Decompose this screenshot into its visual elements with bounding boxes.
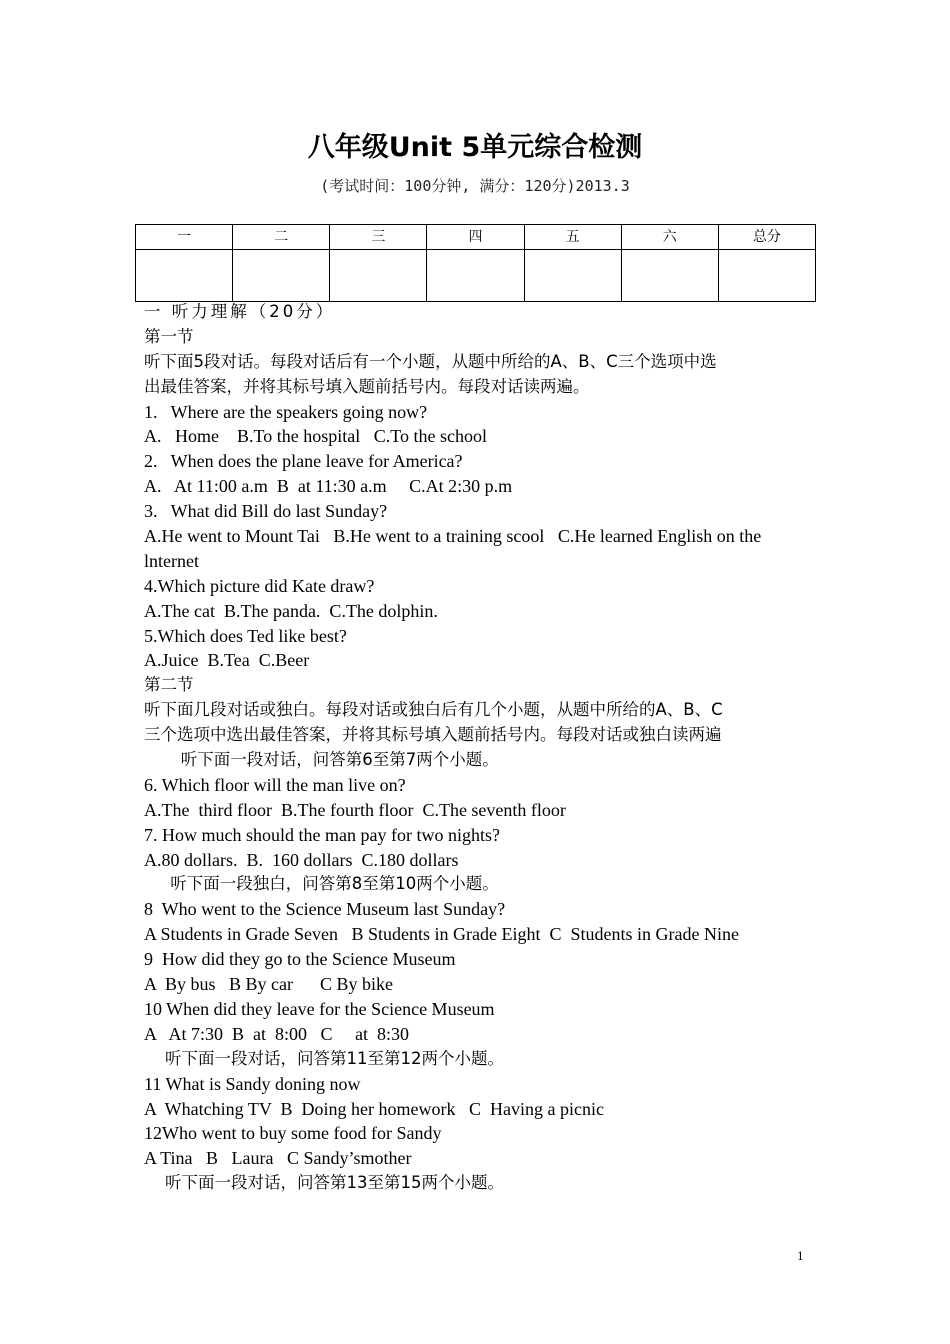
question-line: 7. How much should the man pay for two nights?	[144, 824, 500, 845]
score-header-4: 四	[427, 225, 524, 250]
score-cell	[233, 250, 330, 302]
question-line: 3. What did Bill do last Sunday?	[144, 501, 388, 522]
score-table	[135, 224, 816, 302]
text-line: 听下面一段对话，问答第13至第15两个小题。	[144, 1173, 504, 1193]
question-line: 4.Which picture did Kate draw?	[144, 575, 375, 596]
text-line: 第一节	[144, 326, 194, 346]
question-line: 9 How did they go to the Science Museum	[144, 949, 456, 970]
options-line: A.The third floor B.The fourth floor C.The seventh floor	[144, 799, 566, 820]
options-line: lnternet	[144, 550, 199, 571]
score-table-blank-row	[136, 250, 816, 302]
text-line: 出最佳答案，并将其标号填入题前括号内。每段对话读两遍。	[144, 376, 590, 396]
question-line: 11 What is Sandy doning now	[144, 1073, 361, 1094]
options-line: A.The cat B.The panda. C.The dolphin.	[144, 600, 438, 621]
exam-title: 八年级Unit 5单元综合检测	[307, 132, 643, 163]
options-line: A By bus B By car C By bike	[144, 974, 394, 995]
text-line: 听下面一段对话，问答第6至第7两个小题。	[144, 750, 499, 770]
options-line: A. At 11:00 a.m B at 11:30 a.m C.At 2:30 p.m	[144, 476, 513, 497]
question-line: 5.Which does Ted like best?	[144, 625, 347, 646]
text-line: 三个选项中选出最佳答案，并将其标号填入题前括号内。每段对话或独白读两遍	[144, 725, 722, 745]
exam-body	[144, 300, 814, 1196]
question-line: 1. Where are the speakers going now?	[144, 401, 428, 422]
score-header-1: 一	[136, 225, 233, 250]
score-header-total: 总分	[718, 225, 815, 250]
text-line: 第二节	[144, 675, 194, 695]
page-number: 1	[797, 1248, 804, 1263]
score-cell	[330, 250, 427, 302]
options-line: A.Juice B.Tea C.Beer	[144, 650, 310, 671]
text-line: 听下面一段独白，问答第8至第10两个小题。	[144, 874, 499, 894]
score-header-3: 三	[330, 225, 427, 250]
score-cell	[427, 250, 524, 302]
exam-subtitle: (考试时间：100分钟, 满分：120分)2013.3	[320, 177, 630, 195]
options-line: A.80 dollars. B. 160 dollars C.180 dollars	[144, 849, 459, 870]
options-line: A.He went to Mount Tai B.He went to a training scool C.He learned English on the	[144, 526, 762, 547]
question-line: 12Who went to buy some food for Sandy	[144, 1123, 442, 1144]
score-header-6: 六	[621, 225, 718, 250]
options-line: A. Home B.To the hospital C.To the school	[144, 426, 487, 447]
options-line: A At 7:30 B at 8:00 C at 8:30	[144, 1023, 410, 1044]
options-line: A Tina B Laura C Sandy’smother	[144, 1148, 412, 1169]
score-cell	[718, 250, 815, 302]
text-line: 听下面5段对话。每段对话后有一个小题，从题中所给的A、B、C三个选项中选	[144, 351, 717, 371]
text-line: 听下面几段对话或独白。每段对话或独白后有几个小题，从题中所给的A、B、C	[144, 700, 723, 720]
text-line: 听下面一段对话，问答第11至第12两个小题。	[144, 1048, 504, 1068]
score-cell	[524, 250, 621, 302]
question-line: 2. When does the plane leave for America?	[144, 451, 463, 472]
score-table-header-row	[136, 225, 816, 250]
question-line: 6. Which floor will the man live on?	[144, 774, 406, 795]
question-line: 8 Who went to the Science Museum last Sunday?	[144, 899, 506, 920]
options-line: A Students in Grade Seven B Students in Grade Eight C Students in Grade Nine	[144, 924, 739, 945]
score-cell	[136, 250, 233, 302]
options-line: A Whatching TV B Doing her homework C Having a picnic	[144, 1098, 604, 1119]
question-line: 10 When did they leave for the Science Museum	[144, 998, 495, 1019]
section-title: 一 听力理解（20分）	[144, 302, 336, 321]
score-header-5: 五	[524, 225, 621, 250]
score-cell	[621, 250, 718, 302]
score-header-2: 二	[233, 225, 330, 250]
